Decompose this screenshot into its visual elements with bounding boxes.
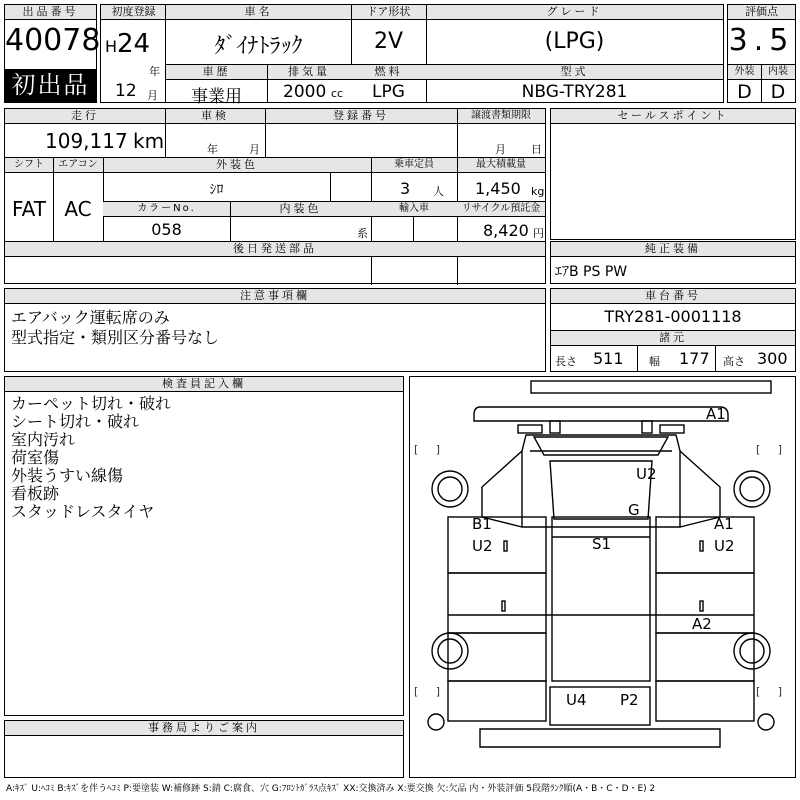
max-load: 1,450 — [475, 179, 521, 198]
truck-diagram — [410, 377, 795, 777]
reg-year: 24 — [117, 29, 151, 59]
fuel-label: 燃料 — [351, 65, 426, 80]
office-box — [4, 720, 404, 778]
mark-g: G — [628, 501, 640, 519]
length-label: 長さ — [555, 355, 577, 368]
shift-label: シフト — [5, 158, 53, 173]
dims-label: 諸元 — [551, 330, 795, 346]
reg-month: 12 — [115, 81, 137, 101]
interior-suffix: 系 — [357, 227, 368, 240]
mark-a2: A2 — [692, 615, 712, 633]
inspector-line-5: 外装うすい線傷 — [11, 466, 124, 485]
seats-unit: 人 — [433, 185, 444, 198]
grade: (LPG) — [544, 29, 605, 54]
insp-year-unit: 年 — [207, 143, 218, 156]
equipment-box — [550, 241, 796, 284]
model-label: 型式 — [426, 65, 723, 80]
lot-box — [4, 4, 101, 103]
mileage: 109,117 — [45, 129, 128, 153]
load-label: 最大積載量 — [457, 158, 545, 173]
score-value: 3.5 — [728, 23, 795, 58]
insp-month-unit: 月 — [249, 143, 260, 156]
legend: A:ｷｽﾞ U:ﾍｺﾐ B:ｷｽﾞを伴うﾍｺﾐ P:要塗装 W:補修跡 S:錆 C:腐食、穴 G:ﾌﾛﾝﾄｶﾞﾗｽ点ｷｽﾞ XX:交換済み X:要交換 欠:欠品 内・外装評価 5段階ﾗﾝｸ順(A・B・C・D・E) 2 — [6, 784, 656, 794]
score-box — [727, 4, 796, 103]
chassis-label: 車台番号 — [551, 289, 795, 304]
inspector-line-6: 看板跡 — [11, 484, 60, 503]
int-label: 内装 — [761, 65, 795, 80]
recycle-unit: 円 — [533, 227, 544, 240]
caution-line-2: 型式指定・類別区分番号なし — [11, 328, 220, 347]
bracket-bl: [ ] — [414, 685, 441, 698]
recycle-fee: 8,420 — [483, 221, 529, 240]
equipment: ｴｱB PS PW — [555, 264, 628, 280]
sales-box — [550, 108, 796, 240]
exterior-color: ｼﾛ — [209, 182, 224, 198]
history: 事業用 — [191, 87, 242, 107]
width-value: 177 — [679, 349, 710, 368]
bracket-tl: [ ] — [414, 443, 441, 456]
transfer-month-unit: 月 — [495, 143, 506, 156]
ac: AC — [64, 197, 92, 221]
caution-label: 注意事項欄 — [5, 289, 545, 304]
inspector-line-4: 荷室傷 — [11, 448, 60, 467]
bracket-tr: [ ] — [756, 443, 783, 456]
seats: 3 — [400, 179, 411, 198]
door-type: 2V — [373, 29, 404, 54]
door-label: ドア形状 — [351, 5, 426, 20]
grade-label: グレード — [426, 5, 723, 20]
length-value: 511 — [593, 349, 624, 368]
car-name: ﾀﾞｲﾅﾄﾗｯｸ — [214, 34, 303, 59]
chassis-number: TRY281-0001118 — [604, 307, 742, 326]
score-label: 評価点 — [728, 5, 795, 20]
inspector-line-2: シート切れ・破れ — [11, 412, 140, 431]
inspector-line-7: スタッドレスタイヤ — [11, 502, 155, 521]
exterior-label: 外装色 — [103, 158, 371, 173]
transfer-label: 譲渡書類期限 — [457, 109, 545, 124]
load-unit: kg — [531, 185, 545, 198]
displacement-label: 排気量 — [267, 65, 351, 80]
fuel: LPG — [372, 82, 405, 102]
mark-p2: P2 — [620, 691, 639, 709]
vehicle-header-box — [100, 4, 724, 107]
lot-number: 40078 — [5, 23, 101, 58]
inspector-label: 検査員記入欄 — [5, 377, 403, 392]
seats-label: 乗車定員 — [371, 158, 457, 173]
mark-u4: U4 — [566, 691, 587, 709]
ext-label: 外装 — [728, 65, 761, 80]
mark-a1-right: A1 — [714, 515, 734, 533]
inspector-line-3: 室内汚れ — [11, 430, 76, 449]
height-label: 高さ — [723, 355, 745, 368]
parts-label: 後日発送部品 — [5, 242, 545, 257]
bracket-br: [ ] — [756, 685, 783, 698]
inspection-label: 車検 — [165, 109, 265, 124]
inspector-line-1: カーペット切れ・破れ — [11, 394, 172, 413]
import-label: 輸入車 — [371, 201, 457, 217]
mark-b1: B1 — [472, 515, 492, 533]
reg-era: H — [105, 37, 118, 56]
int-grade: D — [770, 81, 786, 103]
mark-u2-roof: U2 — [636, 465, 657, 483]
mark-s1: S1 — [592, 535, 612, 553]
office-label: 事務局よりご案内 — [5, 721, 403, 736]
model-code: NBG-TRY281 — [521, 82, 628, 102]
height-value: 300 — [757, 349, 788, 368]
sales-label: セールスポイント — [551, 109, 795, 124]
reg-year-unit: 年 — [149, 65, 160, 78]
color-number: 058 — [151, 220, 182, 239]
car-name-label: 車名 — [166, 5, 351, 20]
ext-grade: D — [737, 81, 752, 103]
chassis-box — [550, 288, 796, 372]
caution-line-1: エアバック運転席のみ — [11, 308, 170, 327]
inspector-box — [4, 376, 404, 716]
vehicle-diagram-box — [409, 376, 796, 778]
lot-label: 出品番号 — [5, 5, 96, 20]
color-no-label: カラーNo. — [103, 201, 230, 217]
mark-a1-top: A1 — [706, 405, 726, 423]
transfer-day-unit: 日 — [531, 143, 542, 156]
displacement: 2000 — [283, 82, 327, 102]
first-listing-badge: 初出品 — [5, 69, 96, 102]
details-box — [4, 108, 546, 284]
displacement-unit: cc — [331, 87, 344, 100]
first-reg-label: 初度登録 — [101, 5, 166, 20]
ac-label: エアコン — [53, 158, 103, 173]
caution-box — [4, 288, 546, 372]
plate-label: 登録番号 — [265, 109, 457, 124]
mileage-label: 走行 — [5, 109, 165, 124]
interior-label: 内装色 — [230, 201, 371, 217]
reg-month-unit: 月 — [147, 89, 158, 102]
mileage-unit: km — [133, 129, 165, 153]
shift: FAT — [11, 197, 46, 221]
mark-u2-left: U2 — [472, 537, 493, 555]
mark-u2-right: U2 — [714, 537, 735, 555]
recycle-label: リサイクル預託金 — [457, 201, 545, 217]
history-label: 車歴 — [166, 65, 267, 80]
width-label: 幅 — [649, 355, 660, 368]
equipment-label: 純正装備 — [551, 242, 795, 257]
